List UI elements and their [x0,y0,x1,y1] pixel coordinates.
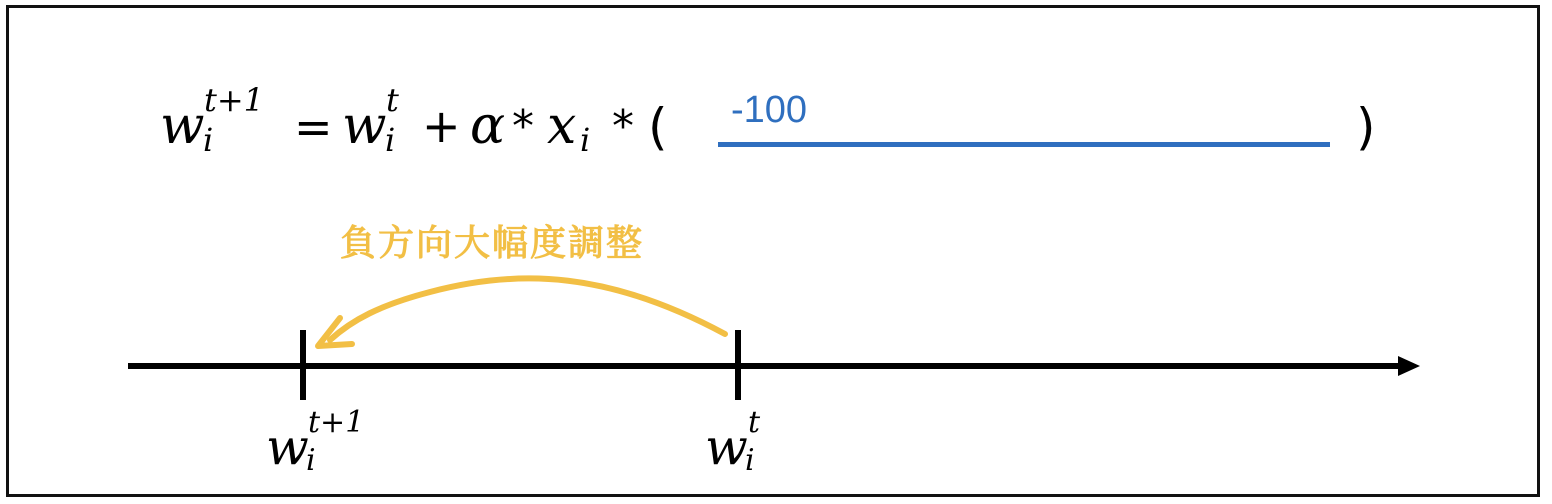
formula-weight-current: w [342,96,387,156]
formula-plus: + [422,99,461,153]
formula-weight-current-superscript: t [386,81,399,119]
formula-times-2: * [612,101,634,152]
tick-label-w-current-subscript: i [745,443,755,478]
formula-equals: = [294,100,333,154]
formula-times-1: * [512,101,534,152]
formula-input-subscript: i [580,121,591,159]
tick-label-w-next-symbol: w [266,418,309,476]
tick-label-w-current-symbol: w [705,418,748,476]
tick-label-w-current-superscript: t [748,405,761,440]
formula-weight-new-subscript: i [203,121,214,159]
formula-weight-new: w [160,96,205,156]
number-line-arrowhead [1398,356,1420,376]
adjustment-label: 負方向大幅度調整 [340,223,645,264]
formula-close-paren: ) [1356,98,1376,156]
formula-blank-value: -100 [731,89,808,131]
formula-input: x [547,96,577,156]
formula-weight-current-subscript: i [385,121,396,159]
formula-open-paren: ( [648,98,668,156]
adjustment-arrow [330,278,725,340]
formula-learning-rate: α [470,96,506,156]
tick-label-w-next-superscript: t+1 [308,405,365,440]
formula-weight-new-superscript: t+1 [204,81,265,119]
tick-label-w-next-subscript: i [306,443,316,478]
